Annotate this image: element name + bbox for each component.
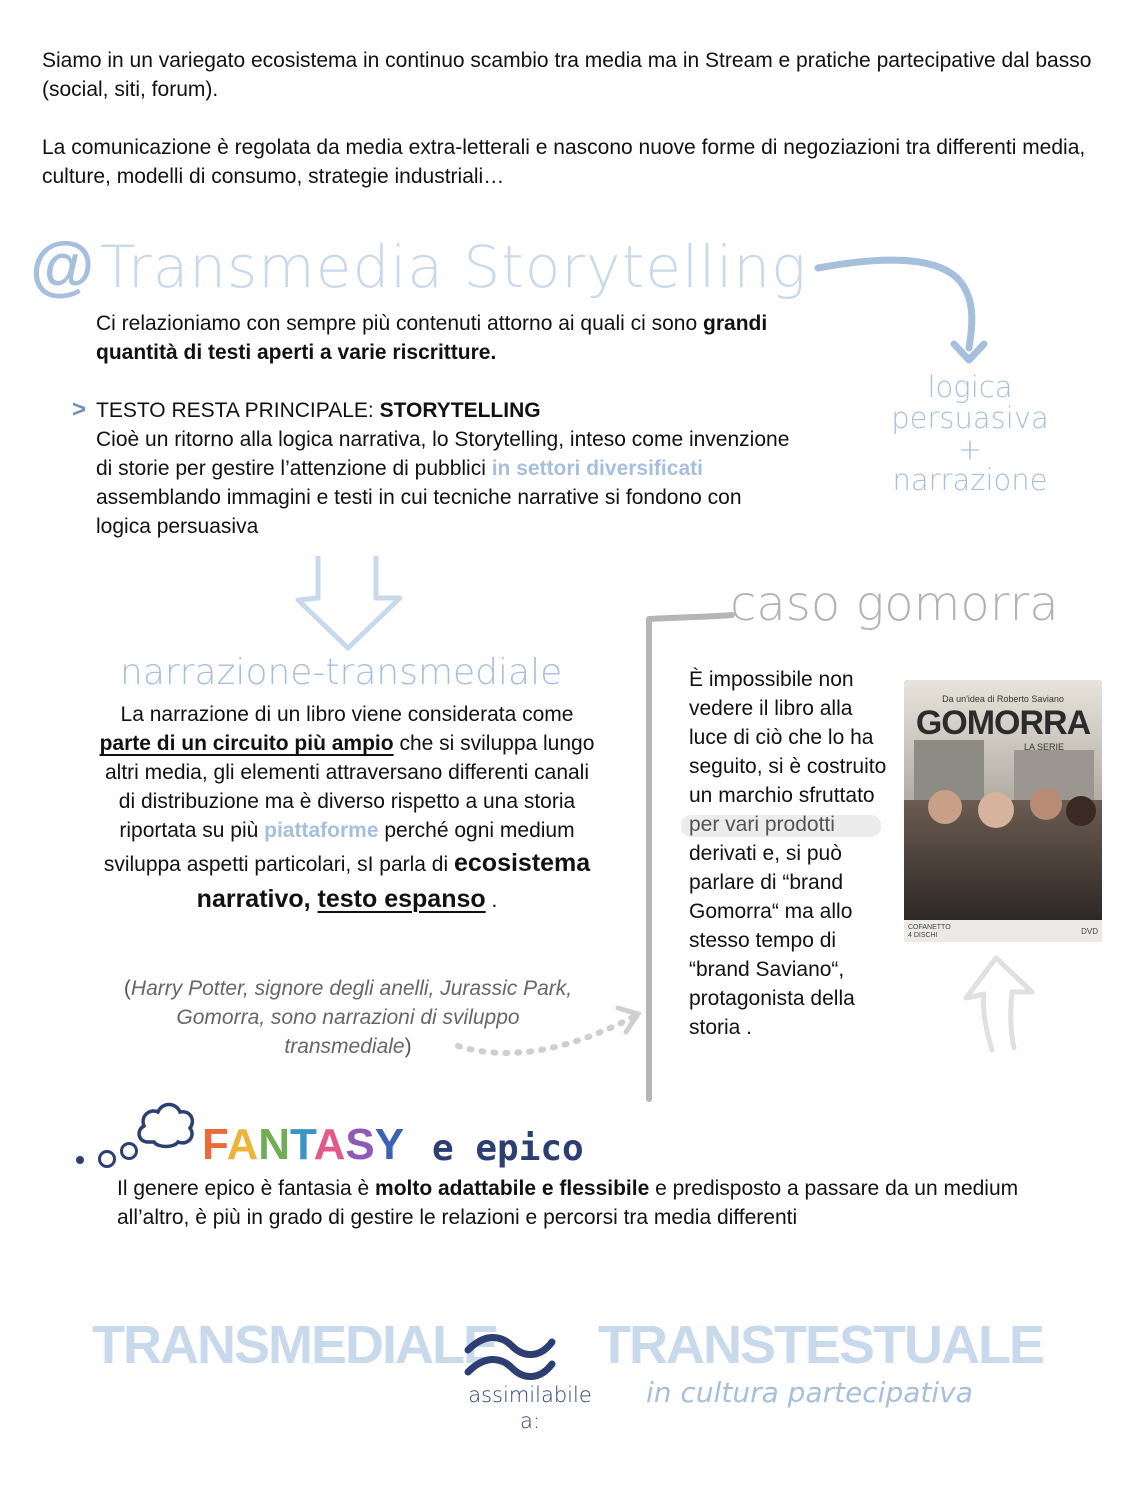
text: Il genere epico è fantasia è bbox=[117, 1177, 376, 1200]
text: TESTO RESTA PRINCIPALE: bbox=[96, 399, 380, 422]
fantasy-heading bbox=[202, 1120, 404, 1170]
approx-icon bbox=[460, 1328, 560, 1384]
side-note-line: + bbox=[957, 432, 983, 466]
text: ( bbox=[123, 977, 131, 1000]
underlined-bold-text: parte di un circuito più ampio bbox=[99, 732, 394, 755]
fantasy-paragraph bbox=[117, 1174, 1077, 1232]
assimilabile-label: assimilabile a: bbox=[468, 1383, 592, 1433]
narrazione-paragraph bbox=[94, 700, 600, 917]
intro-paragraph-2: La comunicazione è regolata da media extra-letterali e nascono nuove forme di negoziazioni tra differenti media, culture, modelli di consumo, strategie industriali… bbox=[42, 136, 1086, 188]
dotted-arrow-icon bbox=[450, 1000, 650, 1070]
transmedia-heading: Transmedia Storytelling bbox=[100, 233, 807, 301]
highlight-text: in settori diversificati bbox=[491, 457, 703, 480]
italic-text: Harry Potter, signore degli anelli, Jurassic Park, Gomorra, sono narrazioni di sviluppo transmediale bbox=[130, 977, 573, 1058]
transtestuale-word: TRANSTESTUALE bbox=[598, 1315, 1043, 1375]
gomorra-paragraph: È impossibile non vedere il libro alla luce di ciò che lo ha seguito, si è costruito un marchio sfruttato per vari prodotti derivati e, si può parlare di “brand Gomorra“ ma allo stesso tempo di “brand Saviano“, protagonista della storia . bbox=[689, 668, 887, 1039]
fantasy-letter: T bbox=[290, 1120, 314, 1169]
narrazione-heading: narrazione-transmediale bbox=[120, 652, 563, 693]
transmedia-paragraph-1 bbox=[96, 309, 786, 367]
down-arrow-icon bbox=[290, 548, 410, 658]
bold-text: molto adattabile e flessibile bbox=[375, 1177, 650, 1200]
highlight-text: piattaforme bbox=[264, 819, 379, 842]
gomorra-cover-image bbox=[904, 680, 1102, 942]
up-arrow-icon bbox=[952, 950, 1042, 1060]
bold-text: ecosistema narrativo, bbox=[196, 849, 591, 913]
chevron-right-icon: > bbox=[72, 396, 87, 423]
text: Cioè un ritorno alla logica narrativa, lo Storytelling, inteso come invenzione di storie per gestire l’attenzione di pubblici bbox=[96, 428, 790, 480]
text: . bbox=[485, 889, 498, 912]
transmediale-word: TRANSMEDIALE bbox=[92, 1315, 497, 1375]
side-note-line: narrazione bbox=[892, 463, 1048, 497]
fantasy-letter: A bbox=[313, 1120, 346, 1169]
text: La narrazione di un libro viene considerata come bbox=[120, 703, 574, 726]
intro-paragraph-1: Siamo in un variegato ecosistema in continuo scambio tra media ma in Stream e pratiche partecipative dal basso (social, siti, forum). bbox=[42, 49, 1092, 101]
cover-format: DVD bbox=[1081, 927, 1098, 936]
text: che si sviluppa lungo altri media, gli elementi attraversano differenti canali di distribuzione ma è diverso rispetto a una storia riportata su più bbox=[104, 732, 595, 842]
fantasy-letter: S bbox=[345, 1120, 375, 1169]
side-note bbox=[870, 372, 1070, 496]
fantasy-heading-epico: e epico bbox=[432, 1128, 584, 1169]
bold-text: STORYTELLING bbox=[379, 399, 541, 422]
cover-top-text: Da un'idea di Roberto Saviano bbox=[942, 694, 1064, 704]
cover-box-text: COFANETTO 4 DISCHI bbox=[908, 924, 951, 939]
bold-text: grandi quantità di testi aperti a varie riscritture. bbox=[96, 312, 768, 364]
transmedia-bullet: @ bbox=[30, 228, 95, 302]
underlined-bold-text: testo espanso bbox=[317, 885, 486, 913]
transmedia-paragraph-2 bbox=[96, 396, 796, 541]
highlight-mark bbox=[681, 815, 881, 837]
gomorra-heading: caso gomorra bbox=[730, 576, 1059, 632]
text: Ci relazioniamo con sempre più contenuti attorno ai quali ci sono bbox=[96, 312, 704, 335]
cloud-icon bbox=[134, 1098, 198, 1152]
side-note-line: persuasiva bbox=[891, 401, 1049, 435]
fantasy-letter: F bbox=[202, 1120, 227, 1169]
fantasy-letter: N bbox=[258, 1120, 291, 1169]
text: assemblando immagini e testi in cui tecniche narrative si fondono con logica persuasiva bbox=[96, 486, 742, 538]
cover-subtitle: LA SERIE bbox=[1024, 742, 1065, 752]
side-note-line: logica bbox=[927, 370, 1013, 404]
text: e predisposto a passare da un medium all’altro, è più in grado di gestire le relazioni e percorsi tra media differenti bbox=[117, 1177, 1019, 1229]
text: perché ogni medium sviluppa aspetti particolari, sI parla di bbox=[103, 819, 575, 876]
fantasy-letter: Y bbox=[374, 1120, 405, 1169]
fantasy-letter: A bbox=[226, 1120, 259, 1169]
cover-title: GOMORRA bbox=[915, 704, 1091, 742]
cultura-note: in cultura partecipativa bbox=[646, 1376, 973, 1409]
text: ) bbox=[404, 1035, 412, 1058]
curved-arrow-icon bbox=[812, 248, 992, 368]
